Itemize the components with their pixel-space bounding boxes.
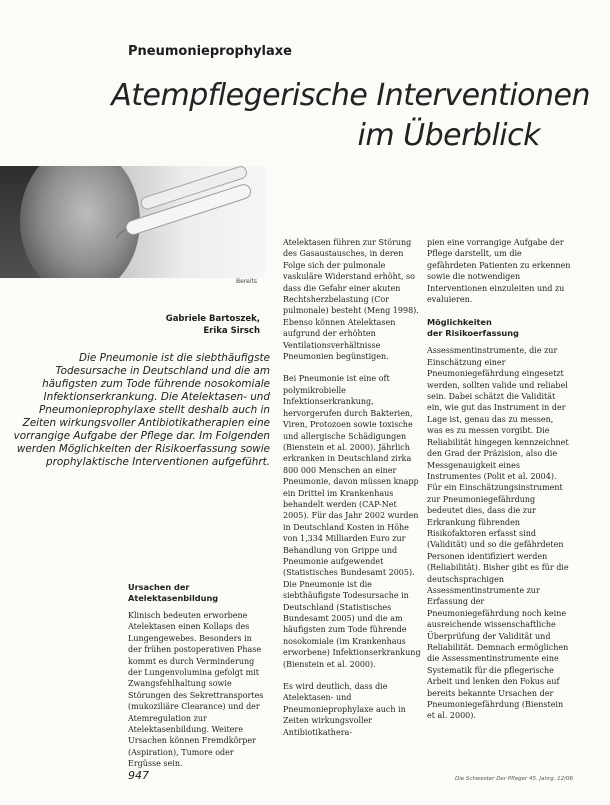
col2-paragraph-2: Bei Pneumonie ist eine oft polymikrobielle Infektionserkrankung, hervorgerufen durch Bakterien, Viren, Protozoen sowie toxische und allergische Schädigungen (Bienstein et al. 2000). Jährlich erkranken in Deutschland zirka 800 000 Menschen an einer Pneumonie, davon müssen knapp ein Drittel im Krankenhaus behandelt werden (CAP-Net 2005). Für das Jahr 2002 wurden in Deutschland Kosten in Höhe von 1,334 Milliarden Euro zur Behandlung von Grippe und Pneumonie aufgewendet (Statistisches Bundesamt 2005). Die Pneumonie ist die siebthäufigste Todesursache in Deutschland (Statistisches Bundesamt 2005) und die am häufigsten zum Tode führende nosokomiale (im Krankenhaus erworbene) Infektionserkrankung (Bienstein et al. 2000). — [283, 374, 421, 669]
journal-footer: Die Schwester Der Pfleger 45. Jahrg. 12/06 — [455, 776, 574, 782]
col1-heading-line-1: Ursachen der — [128, 582, 190, 592]
col2-paragraph-1: Atelektasen führen zur Störung des Gasaustausches, in deren Folge sich der pulmonale vaskuläre Widerstand erhöht, so dass die Gefahr einer akuten Rechtsherzbelastung (Cor pulmonale) besteht (Meng 1998). Ebenso können Atelektasen aufgrund der erhöhten Ventilationsverhältnisse Pneumonien begünstigen. — [283, 238, 419, 362]
col2-paragraph-3: Es wird deutlich, dass die Atelektasen- und Pneumonieprophylaxe auch in Zeiten wirkungsvoller Antibiotikathera- — [283, 682, 406, 737]
authors — [150, 313, 260, 337]
lead-paragraph: Die Pneumonie ist die siebthäufigste Todesursache in Deutschland und die am häufigsten zum Tode führende nosokomiale Infektionserkrankung. Die Atelektasen- und Pneumonieprophylaxe stellt deshalb auch in Zeiten wirkungsvoller Antibiotikatherapien eine vorrangige Aufgabe der Pflege dar. Im Folgenden werden Möglichkeiten der Risikoerfassung sowie prophylaktische Interventionen aufgeführt. — [13, 352, 270, 468]
author-1: Gabriele Bartoszek, — [165, 314, 260, 324]
section-kicker: Pneumonieprophylaxe — [128, 44, 292, 59]
col3-paragraph-2: Assessmentinstrumente, die zur Einschätzung einer Pneumoniegefährdung eingesetzt werden, sollten valide und reliabel sein. Dabei schätzt die Validität ein, wie gut das Instrument in der Lage ist, genau das zu messen, was es zu messen vorgibt. Die Reliabilität hingegen kennzeichnet den Grad der Präzision, also die Messgenauigkeit eines Instrumentes (Polit et al. 2004). Für ein Einschätzungsinstrument zur Pneumoniegefährdung bedeutet dies, dass die zur Erkrankung führenden Risikofaktoren erfasst sind (Validität) und so die gefährdeten Personen identifiziert werden (Reliabilität). Bisher gibt es für die deutschsprachigen Assessmentinstrumente zur Erfassung der Pneumoniegefährdung noch keine ausreichende wissenschaftliche Überprüfung der Validität und Reliabilität. Demnach ermöglichen die Assessmentinstrumente eine Systematik für die pflegerische Arbeit und lenken den Fokus auf bereits bekannte Ursachen der Pneumoniegefährdung (Bienstein et al. 2000). — [427, 346, 569, 721]
col1-heading-line-2: Atelektasenbildung — [128, 593, 219, 603]
article-photo — [0, 166, 265, 278]
col3-paragraph-1: pien eine vorrangige Aufgabe der Pflege darstellt, um die gefährdeten Patienten zu erkennen sowie die notwendigen Interventionen einzuleiten und zu evaluieren. — [427, 238, 571, 305]
breathing-trainer-graphic — [0, 166, 265, 278]
article-title — [110, 76, 590, 156]
col3-heading-line-2: der Risikoerfassung — [427, 328, 519, 339]
column-3 — [427, 237, 571, 722]
col1-text: Klinisch bedeuten erworbene Atelektasen einen Kollaps des Lungengewebes. Besonders in der frühen postoperativen Phase kommt es durch Verminderung der Lungenvolumina gefolgt mit Zwangsfehlhaltung sowie Störungen des Sekrettransportes (mukoziliäre Clearance) und der Atemregulation zur Atelektasenbildung. Weitere Ursachen können Fremdkörper (Aspiration), Tumore oder Ergüsse sein. — [128, 611, 264, 769]
page-number: 947 — [128, 769, 149, 782]
col3-heading — [427, 317, 571, 339]
col1-heading — [128, 582, 265, 604]
photo-credit: Bereits — [236, 278, 257, 285]
title-line-2: im Überblick — [357, 118, 540, 153]
title-line-1: Atempflegerische Interventionen — [111, 78, 590, 113]
author-2: Erika Sirsch — [203, 326, 260, 336]
col3-heading-line-1: Möglichkeiten — [427, 317, 492, 328]
column-2 — [283, 237, 421, 738]
column-1 — [128, 582, 265, 770]
